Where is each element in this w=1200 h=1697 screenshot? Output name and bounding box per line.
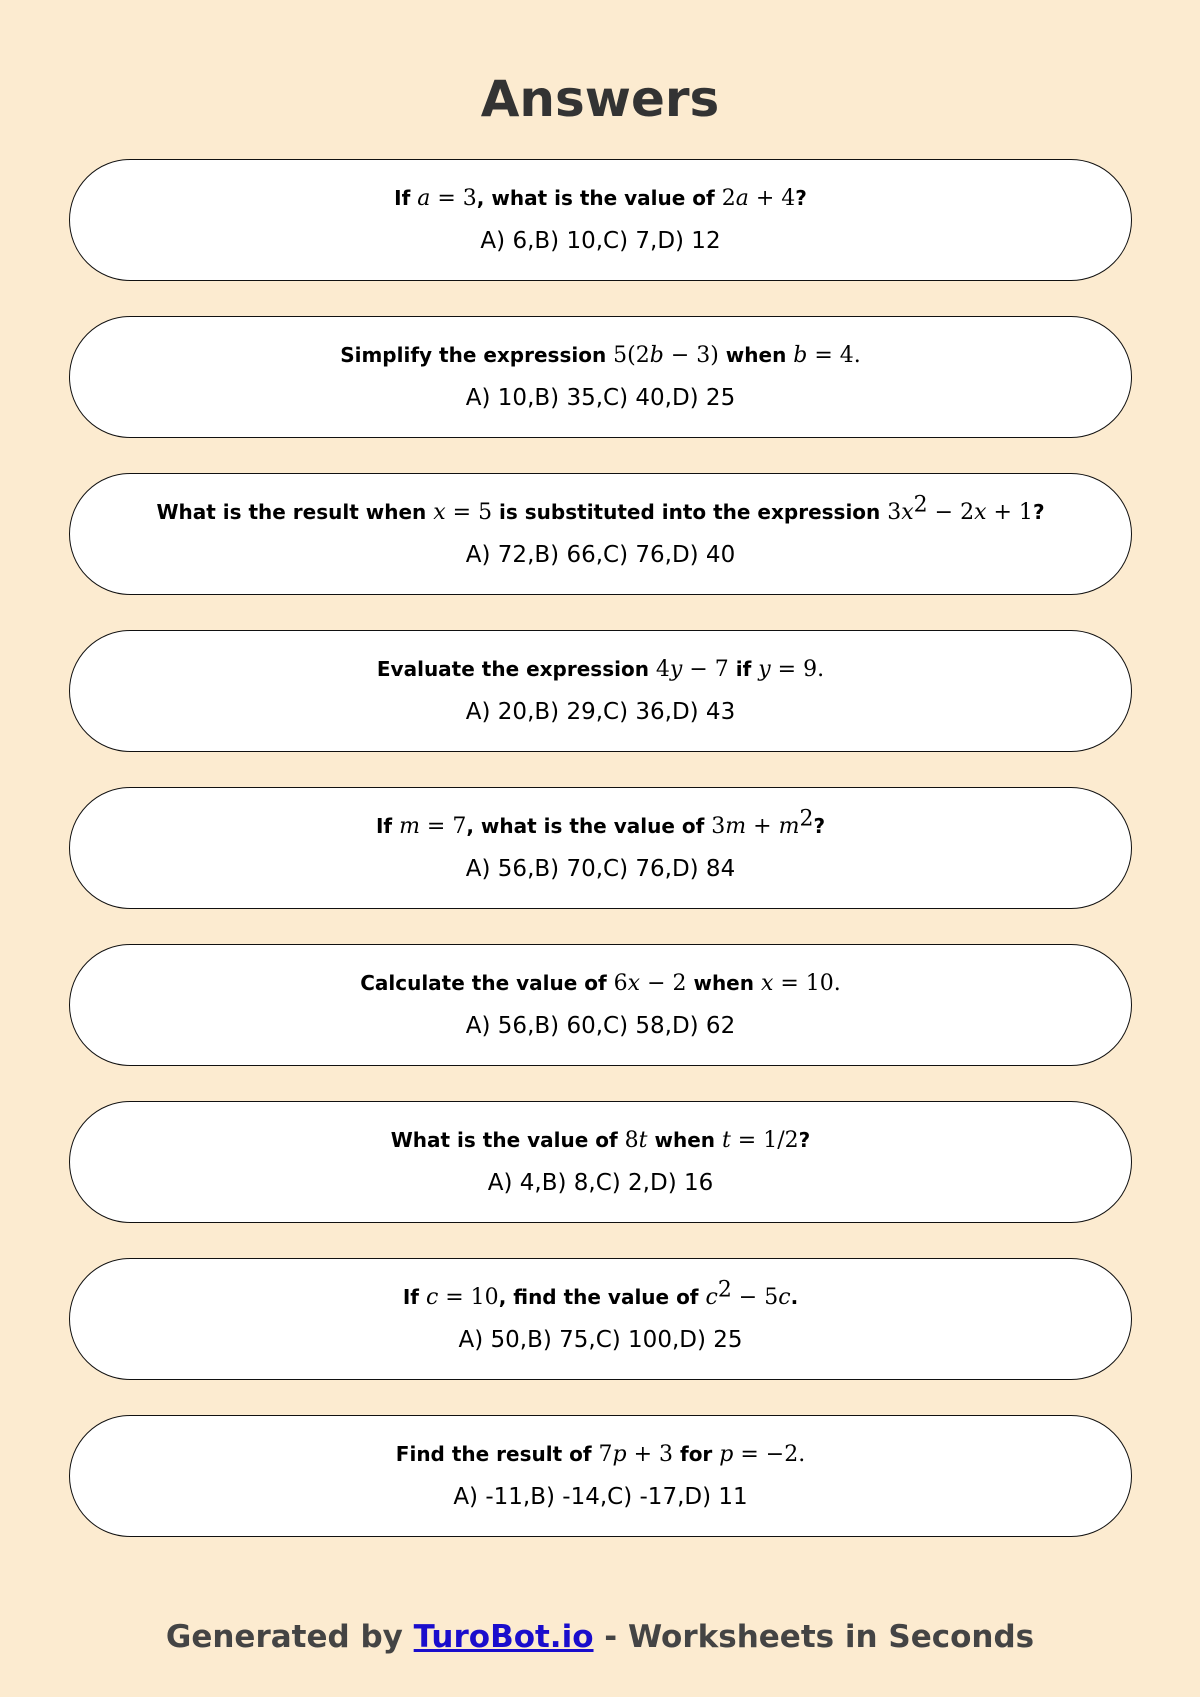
math-segment: + 4 bbox=[748, 185, 796, 211]
math-segment: y bbox=[758, 656, 771, 682]
answer-options: A) 10,B) 35,C) 40,D) 25 bbox=[465, 384, 736, 411]
question-text bbox=[394, 183, 807, 214]
math-segment: c bbox=[778, 1284, 791, 1310]
math-segment: = 10. bbox=[773, 970, 841, 996]
question-text-segment: What is the value of bbox=[390, 1127, 625, 1152]
math-segment: = 7 bbox=[419, 813, 467, 839]
question-card bbox=[69, 1415, 1132, 1537]
math-segment: + 1 bbox=[986, 499, 1033, 525]
math-segment: b bbox=[793, 342, 808, 368]
page-title: Answers bbox=[480, 70, 720, 128]
math-segment: x bbox=[760, 970, 774, 996]
math-segment: = 1/2 bbox=[730, 1127, 799, 1153]
turobot-link[interactable]: TuroBot.io bbox=[413, 1619, 594, 1655]
question-text-segment: If bbox=[375, 813, 400, 838]
question-text bbox=[377, 654, 824, 685]
math-segment: a bbox=[735, 185, 749, 211]
math-segment: c bbox=[425, 1284, 439, 1310]
question-card bbox=[69, 630, 1132, 752]
question-text-segment: ? bbox=[1032, 499, 1045, 524]
math-segment: 2 bbox=[721, 185, 736, 211]
math-segment: 6 bbox=[613, 970, 628, 996]
math-segment: x bbox=[627, 970, 641, 996]
math-segment: + bbox=[746, 813, 779, 839]
math-segment: − 3) bbox=[663, 342, 719, 368]
question-text-segment: . bbox=[790, 1284, 799, 1309]
question-text bbox=[360, 968, 841, 999]
math-segment: = 5 bbox=[445, 499, 493, 525]
answer-options: A) 4,B) 8,C) 2,D) 16 bbox=[487, 1169, 714, 1196]
math-segment: y bbox=[669, 656, 683, 682]
question-card bbox=[69, 787, 1132, 909]
question-text-segment: If bbox=[394, 185, 418, 210]
math-segment: = −2. bbox=[733, 1441, 806, 1467]
question-text bbox=[402, 1276, 799, 1313]
question-text-segment: Evaluate the expression bbox=[376, 656, 656, 681]
math-segment: t bbox=[638, 1127, 648, 1153]
question-card bbox=[69, 473, 1132, 595]
question-text-segment: if bbox=[728, 656, 759, 681]
math-segment: p bbox=[719, 1441, 734, 1467]
math-segment: − 2 bbox=[927, 499, 975, 525]
footer-prefix: Generated by bbox=[165, 1619, 414, 1655]
footer-suffix: - Worksheets in Seconds bbox=[593, 1619, 1035, 1655]
answer-options: A) 6,B) 10,C) 7,D) 12 bbox=[480, 227, 721, 254]
math-segment: = 9. bbox=[770, 656, 825, 682]
question-text-segment: is substituted into the expression bbox=[492, 499, 888, 524]
question-text-segment: , what is the value of bbox=[466, 813, 712, 838]
math-segment: 7 bbox=[598, 1441, 613, 1467]
question-text-segment: , what is the value of bbox=[476, 185, 722, 210]
footer bbox=[0, 1615, 1200, 1659]
math-segment: 2 bbox=[913, 491, 928, 517]
answer-options: A) 20,B) 29,C) 36,D) 43 bbox=[465, 698, 736, 725]
math-segment: b bbox=[649, 342, 664, 368]
math-segment: + 3 bbox=[626, 1441, 674, 1467]
answer-options: A) 72,B) 66,C) 76,D) 40 bbox=[465, 541, 736, 568]
answer-options: A) 56,B) 60,C) 58,D) 62 bbox=[465, 1012, 736, 1039]
math-segment: 2 bbox=[717, 1276, 732, 1302]
question-list bbox=[69, 159, 1132, 1572]
question-text-segment: Simplify the expression bbox=[340, 342, 614, 367]
answer-options: A) -11,B) -14,C) -17,D) 11 bbox=[453, 1483, 748, 1510]
answer-options: A) 50,B) 75,C) 100,D) 25 bbox=[458, 1326, 743, 1353]
question-card bbox=[69, 1101, 1132, 1223]
math-segment: x bbox=[901, 499, 914, 525]
math-segment: = 4. bbox=[807, 342, 861, 368]
math-segment: x bbox=[433, 499, 446, 525]
question-card bbox=[69, 1258, 1132, 1380]
math-segment: 3 bbox=[887, 499, 902, 525]
math-segment: = 3 bbox=[430, 185, 477, 211]
answer-options: A) 56,B) 70,C) 76,D) 84 bbox=[465, 855, 736, 882]
math-segment: m bbox=[725, 813, 747, 839]
question-text-segment: ? bbox=[798, 1127, 811, 1152]
question-text bbox=[156, 491, 1045, 528]
math-segment: − 2 bbox=[640, 970, 687, 996]
math-segment: m bbox=[778, 813, 800, 839]
question-text bbox=[340, 340, 861, 371]
math-segment: 3 bbox=[711, 813, 726, 839]
question-card bbox=[69, 944, 1132, 1066]
math-segment: 4 bbox=[655, 656, 670, 682]
question-text-segment: for bbox=[673, 1441, 720, 1466]
math-segment: x bbox=[974, 499, 987, 525]
question-text-segment: when bbox=[718, 342, 794, 367]
question-text bbox=[375, 805, 826, 842]
math-segment: 5(2 bbox=[613, 342, 650, 368]
question-text-segment: when bbox=[686, 970, 761, 995]
question-text-segment: , find the value of bbox=[498, 1284, 706, 1309]
math-segment: 8 bbox=[624, 1127, 639, 1153]
question-text-segment: Find the result of bbox=[395, 1441, 599, 1466]
math-segment: = 10 bbox=[438, 1284, 499, 1310]
math-segment: p bbox=[612, 1441, 627, 1467]
question-text-segment: If bbox=[402, 1284, 426, 1309]
math-segment: m bbox=[399, 813, 420, 839]
question-text-segment: ? bbox=[795, 185, 807, 210]
question-text-segment: What is the result when bbox=[156, 499, 434, 524]
math-segment: t bbox=[721, 1127, 731, 1153]
question-text bbox=[391, 1125, 811, 1156]
question-card bbox=[69, 159, 1132, 281]
math-segment: 2 bbox=[799, 805, 814, 831]
question-card bbox=[69, 316, 1132, 438]
question-text-segment: when bbox=[647, 1127, 722, 1152]
question-text-segment: ? bbox=[813, 813, 826, 838]
math-segment: a bbox=[417, 185, 431, 211]
question-text bbox=[396, 1439, 805, 1470]
math-segment: − 7 bbox=[682, 656, 729, 682]
question-text-segment: Calculate the value of bbox=[360, 970, 614, 995]
math-segment: c bbox=[705, 1284, 718, 1310]
math-segment: − 5 bbox=[731, 1284, 779, 1310]
